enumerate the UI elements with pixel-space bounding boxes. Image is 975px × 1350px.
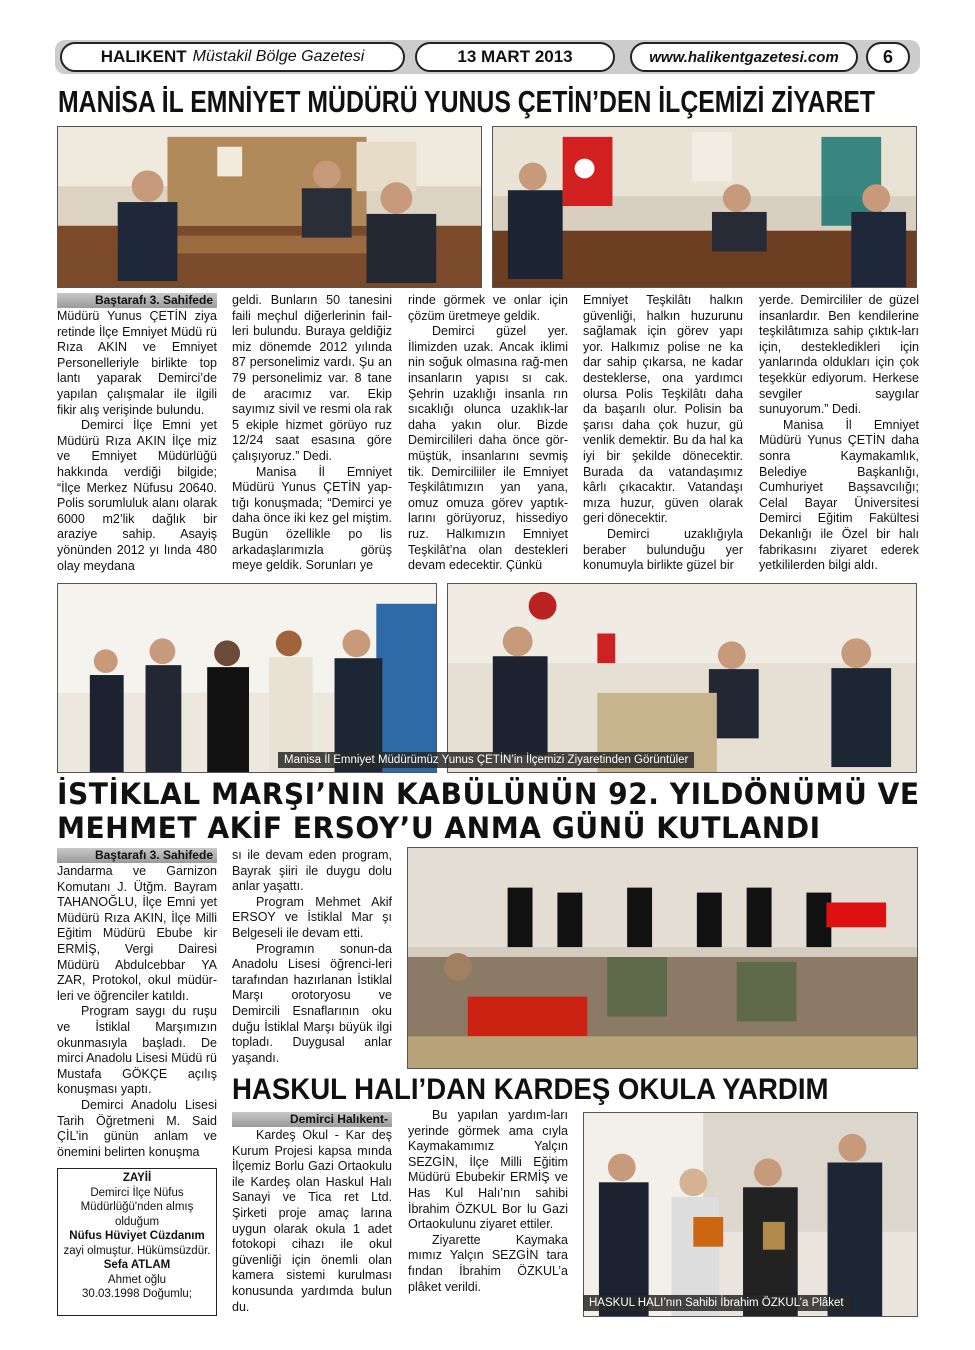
article1-photo-meeting	[447, 583, 917, 773]
lost-id-notice	[57, 1168, 217, 1316]
issue-date: 13 MART 2013	[457, 47, 573, 66]
article1-paragraph: Emniyet Teşkilâtı halkın güvenliği, halkın huzurunu sağlamak için görev yapı yor. Halkımız polise ne ka dar sahip çıkarsa, ne kadar desteklerse, ona yardımcı olursa Polis Teşkilâtı daha da başarılı olur. Polisin ba şarısı daha çok huzur, gü venlik demektir. Bu da hal ka iyi bir şekilde dönecektir. Burada da vatandaşımız kârlı çıkacaktır. Vatandaşı mıza huzur, güven olarak geri dönecektir.	[583, 293, 743, 526]
date-pill	[415, 42, 615, 72]
article1-headline: MANİSA İL EMNİYET MÜDÜRÜ YUNUS ÇETİN’DEN İLÇEMİZİ ZİYARET	[58, 84, 876, 119]
paper-subtitle: Müstakil Bölge Gazetesi	[192, 48, 365, 65]
article2-paragraph: sı ile devam eden program, Bayrak şiiri ile duygu dolu anlar yaşattı.	[232, 848, 392, 894]
article2-headline-line1: İSTİKLAL MARŞI’NIN KABÜLÜNÜN 92. YILDÖNÜMÜ VE	[57, 777, 920, 811]
article1-column-5	[759, 293, 919, 574]
article1-paragraph: geldi. Bunların 50 tanesini faili meçhul diğerlerinin fail-leri bulundu. Buraya geldiğiz miz dönemde 2012 yılında 87 personelimiz vardı. Şu an 79 personelimiz var. 8 tane de aracımız var. Ekip sayımız sivil ve resmi ola rak 5 ekiple hizmet görüyo ruz 12/24 saat esasına göre çalışıyoruz.” Dedi.	[232, 293, 392, 463]
article3-headline: HASKUL HALI’DAN KARDEŞ OKULA YARDIM	[232, 1073, 829, 1106]
article2-paragraph: Jandarma ve Garnizon Komutanı J. Ütğm. Bayram TAHANOĞLU, İlçe Emni yet Müdürü Rıza AKIN, İlçe Milli Eğitim Müdürü Ebube kir ERMİŞ, Vergi Dairesi Müdürü Abdulcebbar YA ZAR, Protokol, okul müdür-leri ve öğrenciler katıldı.	[57, 864, 217, 1003]
article1-column-1	[57, 293, 217, 574]
article1-paragraph: Demirci uzaklığıyla beraber bulunduğu yer konumuyla birlikte güzel bir	[583, 526, 743, 573]
article2-column-1	[57, 848, 217, 1160]
article3-column-2	[408, 1108, 568, 1295]
article3-column-1	[232, 1112, 392, 1315]
continued-tag: Baştarafı 3. Sahifede	[57, 848, 217, 863]
website-link[interactable]: www.halikentgazetesi.com	[649, 48, 839, 66]
article1-photo-office-left	[57, 126, 482, 288]
article1-paragraph: Müdürü Yunus ÇETİN ziya retinde İlçe Emniyet Müdü rü Rıza AKIN ve Emniyet Personelleriyle birlikte top lantı yaparak Demirci’de yapılan çalışmalar ile ilgili fikir alış verişinde bulundu.	[57, 309, 217, 417]
article1-paragraph: rinde görmek ve onlar için çözüm üretmeye geldik.	[408, 293, 568, 323]
article1-column-2	[232, 293, 392, 574]
article2-headline-line2: MEHMET AKİF ERSOY’U ANMA GÜNÜ KUTLANDI	[57, 811, 821, 845]
continued-tag: Baştarafı 3. Sahifede	[57, 293, 217, 308]
source-tag: Demirci Halıkent-	[232, 1112, 392, 1127]
article2-photo-ceremony	[407, 847, 918, 1069]
page-number: 6	[882, 46, 893, 67]
article1-photo-group	[57, 583, 437, 773]
article2-paragraph: Program saygı du ruşu ve İstiklal Marşımızın okunmasıyla başladı. De mirci Anadolu Lisesi Müdü rü Mustafa GÖKÇE açılış konuşması yaptı.	[57, 1004, 217, 1097]
notice-line: Nüfus Hüviyet Cüzdanım zayi olmuştur. Hükümsüzdür.	[63, 1230, 211, 1257]
paper-name: HALIKENT	[100, 47, 187, 66]
article2-paragraph: Programın sonun-da Anadolu Lisesi öğrenci-leri tarafından hazırlanan İstiklal Marşı orotoryosu ve Demircili Esnaflarının oku duğu İstiklal Marşı büyük ilgi topladı. Duygusal anlar yaşandı.	[232, 941, 392, 1065]
article2-paragraph: Demirci Anadolu Lisesi Tarih Öğretmeni M. Said ÇİL’in günün anlam ve önemini belirten konuşma	[57, 1097, 217, 1159]
page-number-pill	[866, 42, 910, 72]
article1-paragraph: Demirci güzel yer. İlimizden uzak. Ancak iklimi nin soğuk olmasına rağ-men insanların yapısı sı cak. Şehrin uzaklığı insanla rın sıcaklığı olunca uzaklık-lar daha yakın olur. Bizde Demircilileri daha önce gör-müştük, insanlarını sevmiş tik. Demirciliiler ile Emniyet Teşkilâtımızın yan yana, omuz omuza görev yaptık-larını görüyoruz, hissediyo ruz. Halkımızın Emniyet Teşkilât’na olan destekleri devam edecektir. Çünkü	[408, 324, 568, 573]
article3-photo-plaque	[583, 1112, 918, 1317]
article1-photo-caption: Manisa İl Emniyet Müdürümüz Yunus ÇETİN’in İlçemizi Ziyaretinden Görüntüler	[278, 752, 694, 768]
article3-photo-caption: HASKUL HALI’nın Sahibi İbrahim ÖZKUL’a Plâket	[583, 1295, 850, 1311]
article3-paragraph: Kardeş Okul - Kar deş Kurum Projesi kapsa mında İlçemiz Borlu Gazi Ortaokulu ile Kardeş olan Haskul Halı Sanayi ve Tica ret Ltd. Şirketi proje amaç larına uygun olarak okula 1 adet fotokopi cihazı ile okul güvenliği için önemli olan kamera sistemi kurulması konusunda yardımda bulun du.	[232, 1128, 392, 1314]
website-pill	[630, 42, 858, 72]
article3-paragraph: Ziyarette Kaymaka mımız Yalçın SEZGİN tara fından İbrahim ÖZKUL’a plâket verildi.	[408, 1232, 568, 1294]
notice-name: Sefa ATLAM	[103, 1259, 171, 1271]
article3-paragraph: Bu yapılan yardım-ları yerinde görmek ama cıyla Kaymakamımız Yalçın SEZGİN, İlçe Milli Eğitim Müdürü Ebubekir ERMİŞ ve Has Kul Halı’nın sahibi İbrahim ÖZKUL Bor lu Gazi Ortaokulunu ziyaret ettiler.	[408, 1108, 568, 1232]
article1-paragraph: Demirci İlçe Emni yet Müdürü Rıza AKIN İlçe miz ve Emniyet Müdürlüğü hakkında verdiği bilgide; “İlçe Merkez Nüfusu 20640. Polis sorumluluk alanı olarak 6000 m2’lik dağlık bir araziye sahip. Asayiş yönünden 2012 yı lında 480 olay meydana	[57, 418, 217, 573]
article1-paragraph: Manisa İl Emniyet Müdürü Yunus ÇETİN daha sonra Kaymakamlık, Belediye Başkanlığı, Cumhuriyet Başsavcılığı; Celal Bayar Üniversitesi Demirci Eğitim Fakültesi Dekanlığı ile Özel bir halı fabrikasını ziyaret ederek yetkililerden bilgi aldı.	[759, 417, 919, 573]
article1-paragraph: Manisa İl Emniyet Müdürü Yunus ÇETİN yap-tığı konuşmada; “Demirci ye daha önce iki kez gel miştim. Bugün özellikle po lis arkadaşlarımızla görüş meye geldik. Sorunları ye	[232, 464, 392, 573]
notice-title: ZAYİİ	[122, 1172, 152, 1184]
article1-photo-office-right	[492, 126, 917, 288]
article2-column-2	[232, 848, 392, 1066]
notice-line: Ahmet oğlu	[107, 1273, 167, 1286]
article2-paragraph: Program Mehmet Akif ERSOY ve İstiklal Mar şı Belgeseli ile devam etti.	[232, 894, 392, 940]
article1-column-3	[408, 293, 568, 574]
article1-column-4	[583, 293, 743, 574]
article1-paragraph: yerde. Demircililer de güzel insanlardır. Ben kendilerine teşkilâtımıza sahip çıktık-ları için, destekledikleri için yanlarında oldukları için çok teşekkür ediyorum. Herkese sevgiler saygılar sunuyorum.” Dedi.	[759, 293, 919, 417]
masthead-pill	[60, 42, 405, 72]
notice-line: 30.03.1998 Doğumlu;	[82, 1288, 192, 1300]
notice-line: Demirci İlçe Nüfus Müdürlüğü'nden almış olduğum	[80, 1186, 194, 1228]
